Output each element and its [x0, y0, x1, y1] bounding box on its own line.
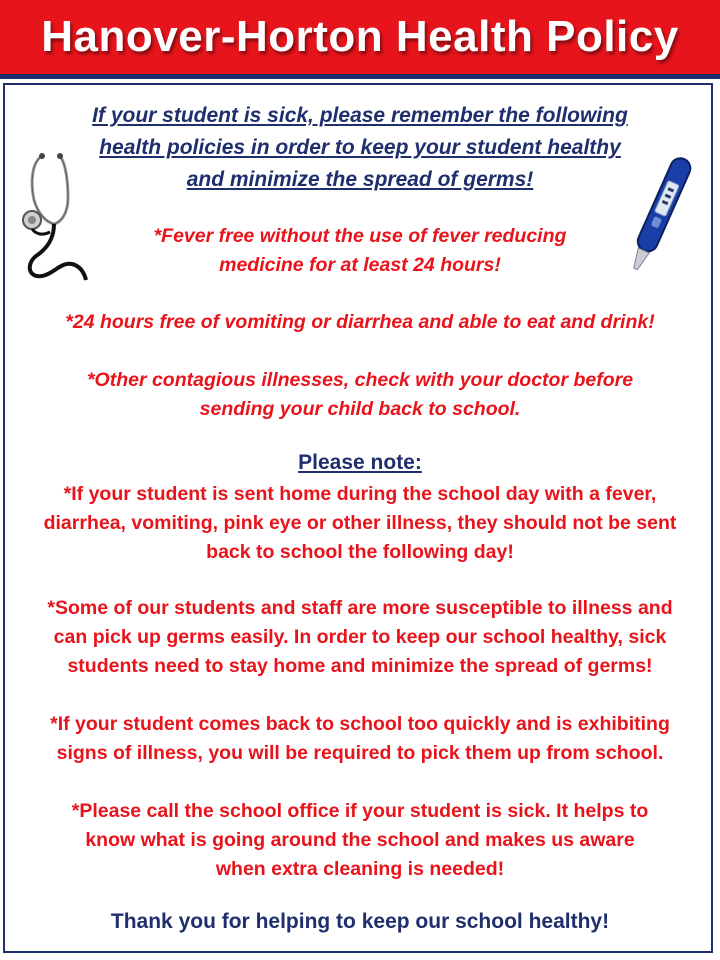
intro-line: health policies in order to keep your student healthy	[99, 136, 621, 159]
thank-you-footer: Thank you for helping to keep our school healthy!	[110, 910, 610, 933]
note-item-returns-quickly: *If your student comes back to school too quickly and is exhibiting signs of illness, you will be required to pick them up from school.	[50, 713, 670, 764]
note-item-susceptible: *Some of our students and staff are more susceptible to illness and can pick up germs easily. In order to keep our school healthy, sick students need to stay home and minimize the spread of germs!	[47, 597, 673, 677]
page-title: Hanover-Horton Health Policy	[41, 12, 679, 61]
rule-fever: *Fever free without the use of fever reducing medicine for at least 24 hours!	[153, 225, 567, 276]
note-item-call-office: *Please call the school office if your student is sick. It helps to know what is going around the school and makes us aware when extra cleaning is needed!	[71, 800, 649, 880]
rule-vomiting: *24 hours free of vomiting or diarrhea and able to eat and drink!	[65, 311, 655, 333]
intro-line: If your student is sick, please remember the following	[92, 104, 628, 127]
intro-line: and minimize the spread of germs!	[186, 168, 534, 191]
intro-text	[60, 100, 660, 196]
please-note-heading: Please note:	[298, 451, 422, 474]
rule-contagious: *Other contagious illnesses, check with your doctor before sending your child back to school.	[86, 369, 634, 420]
note-item-sent-home: *If your student is sent home during the school day with a fever, diarrhea, vomiting, pink eye or other illness, they should not be sent back to school the following day!	[43, 483, 677, 563]
